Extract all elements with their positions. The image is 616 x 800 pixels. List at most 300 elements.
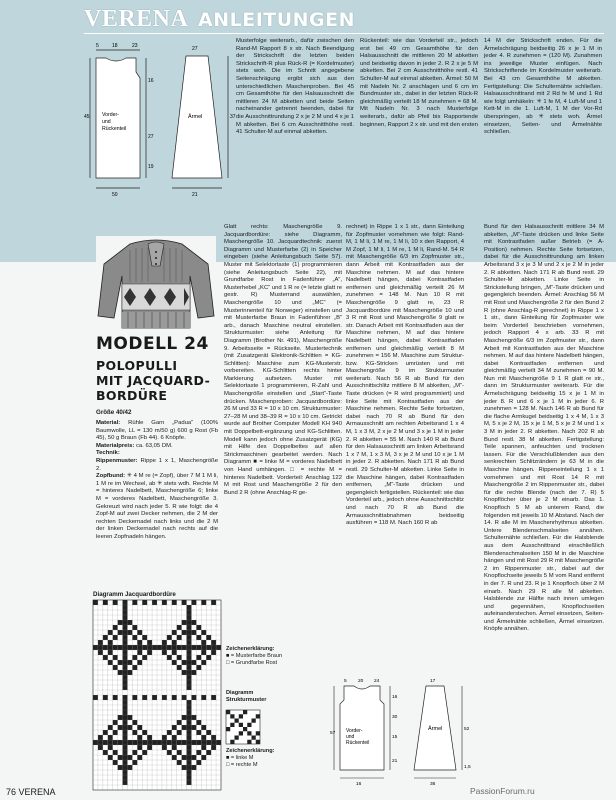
jacquard-cell [187, 605, 192, 610]
jacquard-cell [127, 645, 132, 650]
jacquard-cell [216, 645, 221, 650]
jacquard-cell [162, 640, 167, 645]
struktur-legend [226, 748, 286, 769]
jacquard-cell [123, 600, 128, 605]
jacquard-cell [211, 695, 216, 700]
model-title-block [96, 334, 210, 416]
bm-f: 15 [392, 735, 398, 740]
jacquard-cell [108, 755, 113, 760]
jacquard-cell [172, 640, 177, 645]
jacquard-cell [172, 650, 177, 655]
struktur-cell [226, 710, 230, 714]
struktur-cell [247, 723, 251, 727]
jacquard-cell [123, 640, 128, 645]
jacquard-cell [172, 630, 177, 635]
jacquard-legend-title: Zeichenerklärung: [226, 646, 275, 652]
jacquard-cell [201, 660, 206, 665]
jacquard-cell [118, 630, 123, 635]
jacquard-cell [142, 635, 147, 640]
jacquard-cell [127, 660, 132, 665]
jacquard-cell [206, 655, 211, 660]
jacquard-cell [187, 660, 192, 665]
jacquard-cell [123, 635, 128, 640]
jacquard-cell [113, 760, 118, 765]
jacquard-cell [191, 670, 196, 675]
top-text-col-1: Musterfolge weiterarb., dafür zwischen den Rand-M Rapport 8 x str. Nach Beendigung der Strickschrift die letzten beiden Strickschrift-R plus Rück-R (= Kordelmuster) stets woh. Die im Schnitt angegebene Seitenschrägung ergibt sich aus den unterschiedlichen Maschenproben. Bei 45 cm Gesamthöhe für den Halsausschnitt die mittleren 24 M abketten und beide Seiten nacheinander getrennt beenden, dabei für die Ausschnittrundung 2 x je 2 M und 4 x je 1 M abketten. Bei 6 cm Ausschnitthöhe restl. 41 Schulter-M auf einmal abketten. [236, 38, 354, 136]
front-label-3: Rückenteil [102, 126, 127, 132]
jacquard-cell [132, 645, 137, 650]
jacquard-cell [113, 645, 118, 650]
jacquard-cell [123, 725, 128, 730]
jacquard-cell [187, 705, 192, 710]
jacquard-cell [182, 620, 187, 625]
jacquard-cell [211, 600, 216, 605]
jacquard-cell [137, 660, 142, 665]
struktur-cell [247, 740, 251, 744]
jacquard-cell [113, 635, 118, 640]
jacquard-cell [167, 635, 172, 640]
jacquard-cell [103, 695, 108, 700]
jacquard-legend [226, 646, 326, 667]
jacquard-cell [172, 745, 177, 750]
jacquard-cell [118, 670, 123, 675]
jacquard-cell [98, 650, 103, 655]
jacquard-cell [137, 640, 142, 645]
jacquard-cell [132, 695, 137, 700]
jacquard-cell [187, 620, 192, 625]
jacquard-cell [187, 685, 192, 690]
jacquard-cell [137, 745, 142, 750]
model-size: Größe 40/42 [96, 409, 132, 416]
jacquard-cell [196, 750, 201, 755]
jacquard-cell [182, 715, 187, 720]
jacquard-cell [123, 745, 128, 750]
jacquard-cell [123, 700, 128, 705]
bm-e: 30 [392, 715, 398, 720]
model-name-1: POLOPULLI [96, 358, 178, 373]
jacquard-cell [123, 755, 128, 760]
jacquard-cell [191, 600, 196, 605]
text-col-b: Glatt rechts: Maschengröße 9. Jacquardbordüre: siehe Diagramm, Maschengröße 10. Jacquardtechnik: zuerst Diagramm und Musterfarbe (2) in Speicher eingeben (siehe Anleitungsbuch Seite 57). Muster mit Selektortaste (1) programmieren (siehe Anleitungsbuch Seite 22), mit Grundfarbe Rost in Fadenführer „A“, Musterhebel „KC“ und 1 R re (= letzte glatt re gestr. R) Musterrand auswählen, Maschengröße 10 und „MC“ (= Musterinnenteil für Norweger) einstellen und mit Musterfarbe Braun in Fadenführer „B“ arb., danach Maschine neutral einstellen. Strukturmuster: siehe Anleitung für Diagramm (Brother Nr. 491), Maschengröße 9. Arbeitsseite = Rückseite. Mustertechnik (mit Zusatzgerät Elektronik-Schlitten = KG-Schlitten): Maschine zum KG-Musterstr. vorbereiten. KG-Schlitten rechts hinter Markierung aufsetzen. Muster mit Selektortaste 1 programmieren, R-Zahl und Maschengröße einstellen und „Start“-Taste drücken. Maschenproben: Jacquardbordüre: 26 M und 33 R = 10 x 10 cm. Strukturmuster: 27–28 M und 38–39 R = 10 x 10 cm. Getrickt wurde auf Brother Computer Modell KH 940 mit Doppelbett-ergänzung und KG-Schlitten. Modell kann jedoch ohne Zusatzgerät (KG) mit Hilfe des Doppelbettes auf allen Strickmaschinen gearbeitet werden. Nach Diagramm ■ = linke M = vorderes Nadelbett von Hand umhängen. □ = rechte M = hinteres Nadelbett. Vorderteil: Anschlag 122 M mit Rost und Maschengröße 2 für den Bund 2 R (ohne Anschlag-R ge- [224, 224, 342, 496]
jacquard-cell [127, 740, 132, 745]
jacquard-cell [123, 730, 128, 735]
jacquard-cell [127, 670, 132, 675]
jacquard-cell [182, 630, 187, 635]
jacquard-cell [127, 630, 132, 635]
jacquard-cell [132, 625, 137, 630]
jacquard-cell [187, 755, 192, 760]
jacquard-cell [196, 635, 201, 640]
jacquard-cell [113, 655, 118, 660]
bm-b: 20 [358, 679, 364, 684]
jacquard-cell [187, 760, 192, 765]
jacquard-cell [196, 720, 201, 725]
jacquard-cell [147, 740, 152, 745]
jacquard-cell [132, 635, 137, 640]
struktur-cell [230, 740, 234, 744]
jacquard-cell [123, 765, 128, 770]
model-number: MODELL 24 [96, 334, 209, 354]
jacquard-cell [123, 615, 128, 620]
jacquard-cell [108, 745, 113, 750]
jacquard-cell [152, 600, 157, 605]
bottom-front-label-1: Vorder- [346, 728, 363, 734]
jacquard-cell [142, 645, 147, 650]
jacquard-cell [187, 780, 192, 785]
bm-i: 17 [430, 679, 436, 684]
measure-bottom-1: 50 [112, 192, 118, 198]
jacquard-cell [177, 740, 182, 745]
jacquard-cell [98, 740, 103, 745]
jacquard-cell [201, 755, 206, 760]
struktur-cell [256, 740, 260, 744]
jacquard-cell [93, 695, 98, 700]
jacquard-cell [182, 740, 187, 745]
jacquard-cell [123, 655, 128, 660]
jacquard-cell [108, 725, 113, 730]
jacquard-cell [123, 675, 128, 680]
measure-top-1: 5 [96, 43, 99, 49]
measure-bottom-2: 19 [148, 164, 154, 170]
measure-side-2: 45 [84, 114, 90, 120]
jacquard-cell [157, 740, 162, 745]
jacquard-cell [196, 645, 201, 650]
jacquard-cell [211, 745, 216, 750]
jacquard-cell [123, 680, 128, 685]
jacquard-cell [216, 740, 221, 745]
jacquard-cell [108, 630, 113, 635]
jacquard-cell [118, 715, 123, 720]
jacquard-cell [147, 650, 152, 655]
jacquard-cell [113, 665, 118, 670]
jacquard-cell [162, 745, 167, 750]
struktur-chart [226, 710, 260, 744]
jacquard-cell [177, 625, 182, 630]
jacquard-cell [108, 660, 113, 665]
jacquard-cell [187, 710, 192, 715]
jacquard-cell [118, 725, 123, 730]
jacquard-cell [182, 725, 187, 730]
jacquard-cell [191, 755, 196, 760]
jacquard-cell [93, 740, 98, 745]
jacquard-cell [187, 645, 192, 650]
measure-sleeve-side: 37 [230, 114, 236, 120]
jacquard-cell [123, 720, 128, 725]
jacquard-cell [206, 750, 211, 755]
jacquard-chart [93, 600, 221, 790]
jacquard-cell [137, 630, 142, 635]
jacquard-cell [113, 600, 118, 605]
jacquard-cell [98, 645, 103, 650]
jacquard-cell [142, 730, 147, 735]
jacquard-cell [123, 775, 128, 780]
jacquard-cell [201, 735, 206, 740]
jacquard-cell [123, 760, 128, 765]
jacquard-cell [98, 735, 103, 740]
model-name-3: BORDÜRE [96, 388, 168, 403]
jacquard-cell [172, 755, 177, 760]
bm-a: 5 [344, 679, 347, 684]
jacquard-cell [123, 735, 128, 740]
jacquard-cell [167, 645, 172, 650]
bm-c: 24 [374, 679, 380, 684]
jacquard-cell [206, 645, 211, 650]
jacquard-cell [123, 705, 128, 710]
struktur-cell [247, 731, 251, 735]
struktur-cell [252, 719, 256, 723]
jacquard-cell [196, 625, 201, 630]
jacquard-cell [137, 645, 142, 650]
jacquard-cell [172, 660, 177, 665]
jacquard-cell [123, 780, 128, 785]
jacquard-cell [142, 655, 147, 660]
struktur-title: Diagramm Strukturmuster [226, 690, 267, 703]
jacquard-cell [182, 660, 187, 665]
jacquard-cell [191, 620, 196, 625]
jacquard-cell [123, 710, 128, 715]
jacquard-cell [187, 715, 192, 720]
section-title: ANLEITUNGEN [198, 9, 356, 31]
jacquard-cell [118, 755, 123, 760]
jacquard-cell [206, 740, 211, 745]
page-footer: 76 VERENA [6, 787, 56, 797]
jacquard-cell [147, 745, 152, 750]
jacquard-cell [118, 620, 123, 625]
jacquard-cell [118, 740, 123, 745]
jacquard-cell [103, 645, 108, 650]
jacquard-cell [147, 640, 152, 645]
bm-k: 36 [430, 782, 436, 787]
jacquard-cell [201, 695, 206, 700]
struktur-legend-2: □ = rechte M [226, 762, 258, 768]
jacquard-cell [123, 625, 128, 630]
jacquard-cell [187, 720, 192, 725]
jacquard-cell [177, 655, 182, 660]
jacquard-cell [167, 655, 172, 660]
jacquard-cell [191, 630, 196, 635]
jacquard-cell [177, 645, 182, 650]
jacquard-cell [113, 750, 118, 755]
jacquard-cell [191, 725, 196, 730]
bottom-sleeve-label: Ärmel [428, 726, 443, 732]
jacquard-cell [206, 635, 211, 640]
jacquard-cell [187, 670, 192, 675]
jacquard-cell [147, 645, 152, 650]
model-name-2: MIT JACQUARD- [96, 373, 211, 388]
front-label-1: Vorder- [102, 112, 120, 118]
jacquard-cell [187, 640, 192, 645]
jacquard-cell [127, 765, 132, 770]
jacquard-cell [177, 760, 182, 765]
jacquard-cell [201, 645, 206, 650]
struktur-cell [239, 723, 243, 727]
jacquard-cell [147, 735, 152, 740]
jacquard-cell [182, 600, 187, 605]
top-text-col-3: 14 M der Strickschrift enden. Für die Ärmelschrägung beidseitig 26 x je 1 M in jeder 4. R zunehmen = (120 M). Zunahmen ins jeweilige Muster einfügen. Nach Strickschriftende im Kordelmuster weiterarb. Bei 43 cm Gesamthöhe M abketten. Fertigstellung: Die Schulternähte schließen. Halsausschnittrand mit 2 Rd fe M und 1 Rd wie folgt umhäkeln: ✳ 1 fe M, 4 Luft-M und 1 Kett-M in die 1. Luft-M, 1 M der Vor-Rd überspringen, ab ✳ stets woh. Ärmel einsetzen, Seiten- und Ärmelnähte schließen. [484, 38, 602, 136]
jacquard-cell [98, 640, 103, 645]
jacquard-cell [187, 665, 192, 670]
jacquard-cell [182, 765, 187, 770]
jacquard-cell [123, 665, 128, 670]
jacquard-cell [142, 600, 147, 605]
struktur-cell [239, 731, 243, 735]
jacquard-cell [152, 645, 157, 650]
jacquard-cell [177, 720, 182, 725]
jacquard-cell [132, 740, 137, 745]
bottom-schematic [330, 674, 480, 786]
struktur-legend-title: Zeichenerklärung: [226, 748, 275, 754]
jacquard-cell [108, 645, 113, 650]
jacquard-cell [113, 720, 118, 725]
jacquard-cell [132, 655, 137, 660]
jacquard-cell [103, 750, 108, 755]
bm-j: 16 [356, 782, 362, 787]
jacquard-cell [123, 605, 128, 610]
struktur-cell [252, 736, 256, 740]
watermark: PassionForum.ru [470, 786, 535, 796]
jacquard-cell [167, 740, 172, 745]
jacquard-cell [187, 770, 192, 775]
jacquard-cell [162, 650, 167, 655]
jacquard-cell [201, 725, 206, 730]
jacquard-cell [142, 740, 147, 745]
jacquard-cell [132, 730, 137, 735]
struktur-cell [256, 714, 260, 718]
jacquard-cell [152, 740, 157, 745]
jacquard-cell [152, 695, 157, 700]
jacquard-cell [187, 740, 192, 745]
jacquard-cell [108, 650, 113, 655]
jacquard-cell [187, 675, 192, 680]
jacquard-cell [182, 670, 187, 675]
jacquard-cell [187, 750, 192, 755]
jacquard-cell [132, 760, 137, 765]
jacquard-cell [142, 750, 147, 755]
front-label-2: und [102, 119, 111, 125]
jacquard-cell [123, 750, 128, 755]
jacquard-cell [162, 695, 167, 700]
jacquard-cell [123, 695, 128, 700]
jacquard-cell [98, 745, 103, 750]
jacquard-title: Diagramm Jacquardbordüre [93, 591, 176, 598]
jacquard-cell [172, 645, 177, 650]
jacquard-cell [162, 735, 167, 740]
jacquard-cell [103, 635, 108, 640]
jacquard-cell [177, 665, 182, 670]
bottom-front-label-2: und [346, 734, 355, 740]
jacquard-cell [132, 665, 137, 670]
jacquard-cell [177, 635, 182, 640]
bm-h: 21 [392, 759, 398, 764]
jacquard-cell [182, 645, 187, 650]
jacquard-cell [127, 755, 132, 760]
measure-top-2: 18 [112, 43, 118, 49]
struktur-cell [256, 731, 260, 735]
jacquard-cell [123, 685, 128, 690]
jacquard-cell [137, 740, 142, 745]
jacquard-cell [187, 745, 192, 750]
jacquard-cell [172, 695, 177, 700]
jacquard-cell [162, 740, 167, 745]
jacquard-cell [172, 740, 177, 745]
struktur-cell [235, 719, 239, 723]
measure-side-3: 27 [148, 134, 154, 140]
bm-d: 16 [392, 695, 398, 700]
measure-sleeve-top: 27 [192, 46, 198, 52]
jacquard-cell [172, 725, 177, 730]
jacquard-cell [211, 740, 216, 745]
jacquard-cell [123, 650, 128, 655]
jacquard-cell [211, 640, 216, 645]
jacquard-cell [113, 740, 118, 745]
jacquard-cell [132, 720, 137, 725]
jacquard-cell [123, 670, 128, 675]
jacquard-cell [167, 750, 172, 755]
struktur-cell [243, 727, 247, 731]
jacquard-cell [162, 600, 167, 605]
jacquard-cell [187, 775, 192, 780]
jacquard-cell [123, 715, 128, 720]
jacquard-cell [182, 695, 187, 700]
jacquard-cell [103, 655, 108, 660]
brand-logo: VERENA [84, 6, 189, 32]
jacquard-cell [118, 645, 123, 650]
jacquard-cell [201, 745, 206, 750]
jacquard-cell [187, 625, 192, 630]
jacquard-cell [191, 660, 196, 665]
jacquard-cell [132, 600, 137, 605]
page-header [0, 0, 616, 34]
jacquard-cell [132, 750, 137, 755]
jacquard-cell [118, 660, 123, 665]
jacquard-cell [191, 695, 196, 700]
text-col-a: Material: Rühle Garn „Padua“ (100% Baumwolle, LL = 130 m/50 g) 600 g Rost (Fb 45), 50 g Braun (Fb 44). 6 Knöpfe. Materialpreis: ca. 63,05 DM. Technik: Rippenmuster: Rippe 1 x 1, Maschengröße 2. Zopfbund: ✳ 4 M re (= Zopf), über 7 M 1 M li, 1 M re im Wechsel, ab ✳ stets wdh. Rechte M = hinteres Nadelbett, Maschengröße 6; linke M = vorderes Nadelbett, Maschengröße 3. Gekreuzt wird nach jeder 5. R wie folgt: die 4 Zopf-M auf zwei Decker nehmen, die 2 M der rechten Deckernadel nach links und die 2 M der linken Deckernadel nach rechts auf die leeren Zopfnadeln hängen. [96, 420, 218, 540]
jacquard-cell [113, 625, 118, 630]
jacquard-cell [123, 770, 128, 775]
jacquard-cell [187, 725, 192, 730]
jacquard-cell [187, 615, 192, 620]
jacquard-cell [187, 730, 192, 735]
jacquard-cell [118, 765, 123, 770]
top-schematic [84, 38, 234, 208]
jacquard-cell [137, 650, 142, 655]
jacquard-cell [187, 650, 192, 655]
jacquard-cell [137, 725, 142, 730]
jacquard-cell [123, 740, 128, 745]
jacquard-cell [187, 630, 192, 635]
jacquard-cell [211, 645, 216, 650]
header-rule [84, 33, 604, 34]
jacquard-cell [191, 765, 196, 770]
jacquard-cell [157, 645, 162, 650]
jacquard-cell [201, 650, 206, 655]
sweater-photo [96, 236, 216, 330]
jacquard-cell [127, 715, 132, 720]
jacquard-cell [182, 755, 187, 760]
jacquard-cell [127, 725, 132, 730]
jacquard-cell [206, 730, 211, 735]
bottom-front-label-3: Rückenteil [346, 740, 370, 746]
jacquard-cell [177, 730, 182, 735]
jacquard-cell [123, 630, 128, 635]
jacquard-cell [201, 740, 206, 745]
jacquard-cell [108, 740, 113, 745]
sleeve-label: Ärmel [188, 114, 203, 120]
jacquard-cell [196, 760, 201, 765]
jacquard-cell [93, 600, 98, 605]
jacquard-cell [103, 730, 108, 735]
jacquard-cell [123, 620, 128, 625]
